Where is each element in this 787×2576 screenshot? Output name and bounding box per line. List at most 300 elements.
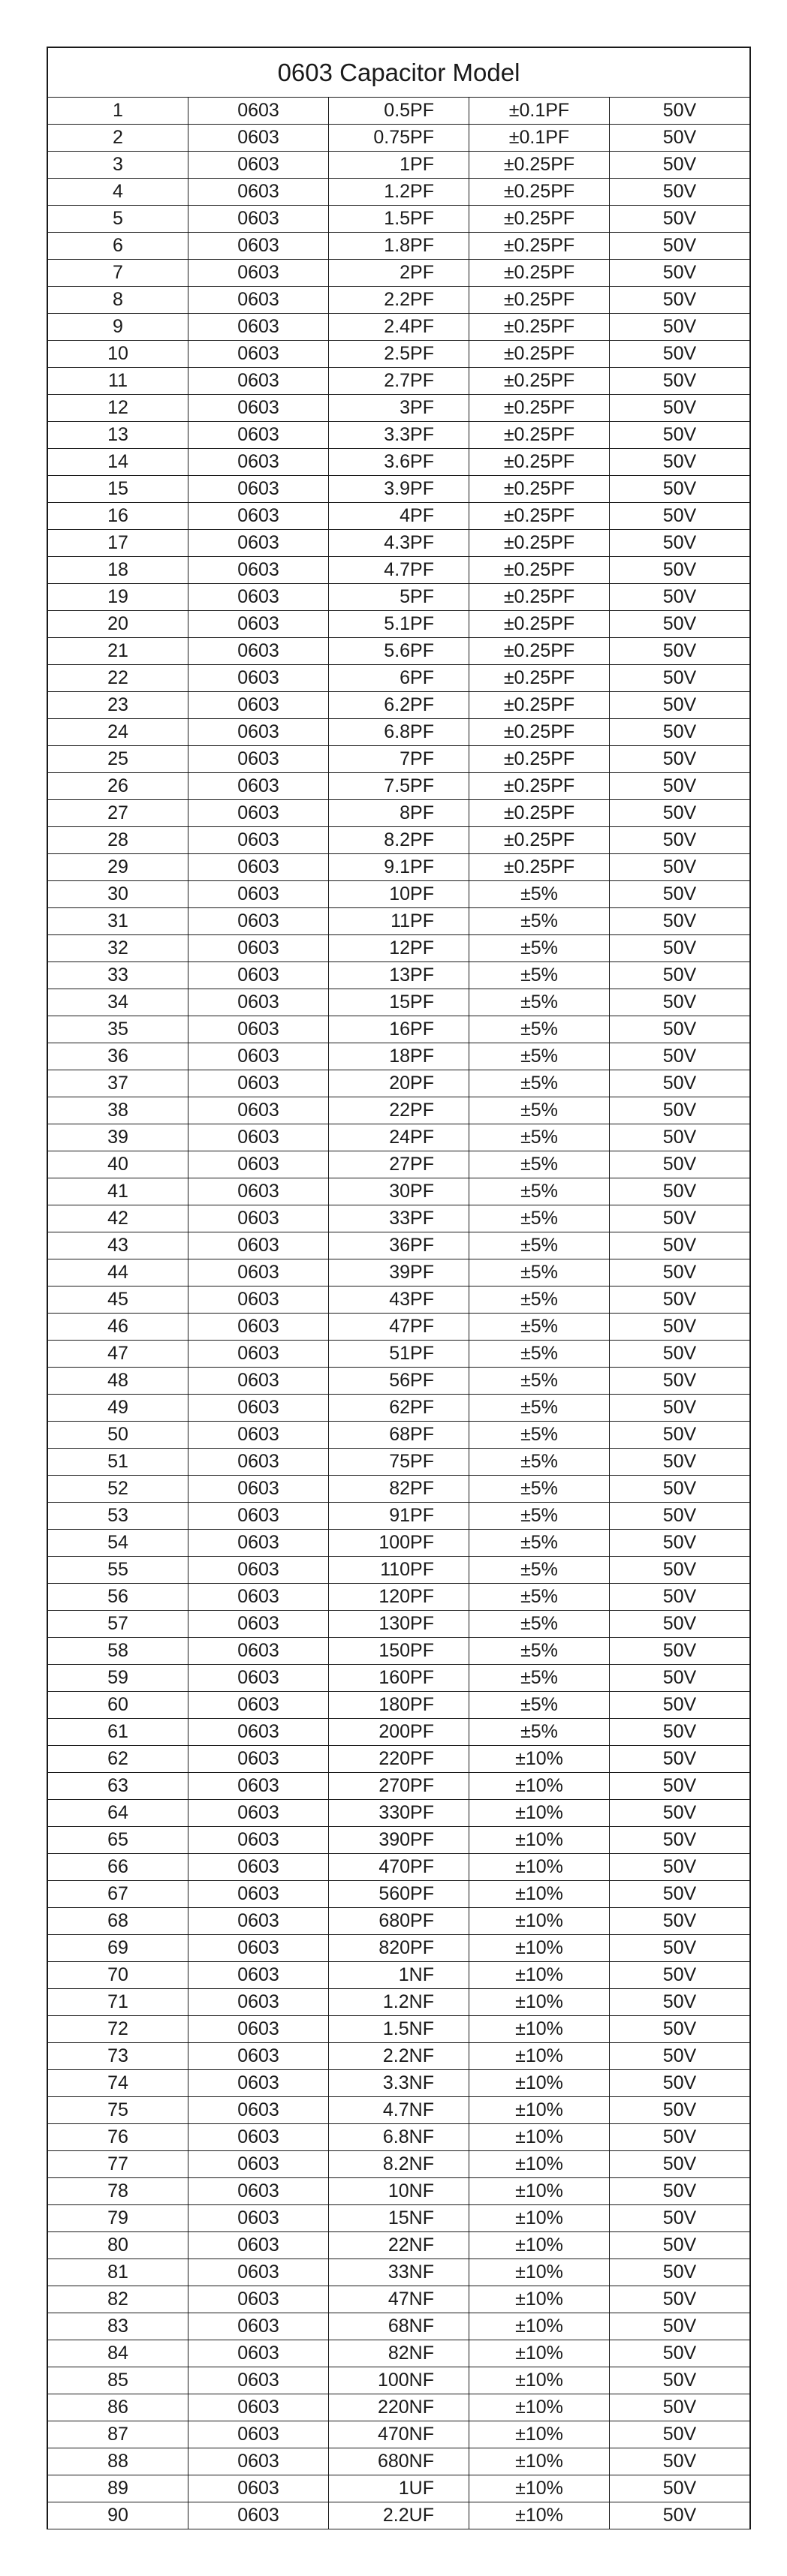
cell-package: 0603 [188, 1827, 329, 1853]
cell-package: 0603 [188, 1908, 329, 1934]
cell-capacitance: 2.7PF [329, 368, 469, 394]
cell-package: 0603 [188, 908, 329, 934]
cell-index: 31 [48, 908, 188, 934]
cell-package: 0603 [188, 98, 329, 124]
cell-voltage: 50V [662, 1721, 697, 1742]
cell-package: 0603 [188, 2043, 329, 2069]
cell-voltage: 50V [662, 1397, 697, 1418]
cell-voltage: 50V [662, 1910, 697, 1931]
cell-package: 0603 [188, 1368, 329, 1394]
cell-voltage: 50V [662, 586, 697, 607]
cell-index: 29 [48, 854, 188, 880]
cell-tolerance: ±5% [469, 1557, 610, 1583]
cell-tolerance: ±0.25PF [469, 233, 610, 259]
cell-capacitance: 1.5NF [329, 2016, 469, 2042]
table-row [48, 2340, 749, 2367]
cell-index: 46 [48, 1314, 188, 1340]
cell-voltage: 50V [662, 2234, 697, 2256]
cell-package: 0603 [188, 1557, 329, 1583]
cell-package: 0603 [188, 2178, 329, 2204]
cell-tolerance: ±10% [469, 2286, 610, 2313]
cell-voltage: 50V [662, 532, 697, 553]
cell-capacitance: 6.2PF [329, 692, 469, 718]
cell-index: 63 [48, 1773, 188, 1799]
cell-index: 2 [48, 125, 188, 151]
cell-package: 0603 [188, 1016, 329, 1043]
cell-tolerance: ±5% [469, 1422, 610, 1448]
cell-capacitance: 200PF [329, 1719, 469, 1745]
cell-index: 38 [48, 1097, 188, 1124]
table-row [48, 989, 749, 1016]
cell-index: 3 [48, 152, 188, 178]
cell-tolerance: ±5% [469, 1286, 610, 1313]
table-row [48, 827, 749, 854]
cell-index: 19 [48, 584, 188, 610]
cell-voltage: 50V [662, 478, 697, 499]
cell-package: 0603 [188, 1611, 329, 1637]
cell-tolerance: ±0.25PF [469, 206, 610, 232]
cell-index: 12 [48, 395, 188, 421]
cell-package: 0603 [188, 1692, 329, 1718]
cell-voltage: 50V [662, 1316, 697, 1337]
table-row [48, 2205, 749, 2232]
cell-capacitance: 820PF [329, 1935, 469, 1961]
table-row [48, 746, 749, 773]
cell-tolerance: ±5% [469, 935, 610, 961]
cell-package: 0603 [188, 395, 329, 421]
cell-capacitance: 5.6PF [329, 638, 469, 664]
cell-capacitance: 2.2NF [329, 2043, 469, 2069]
cell-tolerance: ±5% [469, 1719, 610, 1745]
cell-index: 81 [48, 2259, 188, 2286]
table-row [48, 1746, 749, 1773]
cell-index: 54 [48, 1530, 188, 1556]
cell-tolerance: ±5% [469, 908, 610, 934]
table-row [48, 2070, 749, 2097]
cell-voltage: 50V [662, 1235, 697, 1256]
table-row [48, 1124, 749, 1151]
cell-index: 74 [48, 2070, 188, 2096]
cell-index: 48 [48, 1368, 188, 1394]
cell-voltage: 50V [662, 451, 697, 472]
table-row [48, 1286, 749, 1314]
cell-capacitance: 16PF [329, 1016, 469, 1043]
table-row [48, 2232, 749, 2259]
cell-capacitance: 8PF [329, 800, 469, 826]
table-row [48, 287, 749, 314]
table-row [48, 665, 749, 692]
cell-index: 36 [48, 1043, 188, 1070]
cell-voltage: 50V [662, 289, 697, 310]
cell-tolerance: ±5% [469, 1151, 610, 1178]
cell-voltage: 50V [662, 1262, 697, 1283]
cell-package: 0603 [188, 341, 329, 367]
cell-voltage: 50V [662, 1937, 697, 1958]
cell-voltage: 50V [662, 964, 697, 986]
cell-package: 0603 [188, 1070, 329, 1097]
cell-index: 62 [48, 1746, 188, 1772]
table-row [48, 2421, 749, 2448]
cell-package: 0603 [188, 1881, 329, 1907]
table-row [48, 260, 749, 287]
cell-tolerance: ±10% [469, 2502, 610, 2529]
table-row [48, 530, 749, 557]
cell-capacitance: 5.1PF [329, 611, 469, 637]
table-row [48, 1314, 749, 1341]
cell-index: 61 [48, 1719, 188, 1745]
cell-package: 0603 [188, 1746, 329, 1772]
table-row [48, 1584, 749, 1611]
cell-voltage: 50V [662, 154, 697, 175]
cell-package: 0603 [188, 1854, 329, 1880]
cell-tolerance: ±5% [469, 1097, 610, 1124]
cell-capacitance: 4.7PF [329, 557, 469, 583]
cell-capacitance: 470PF [329, 1854, 469, 1880]
cell-package: 0603 [188, 2097, 329, 2123]
cell-package: 0603 [188, 584, 329, 610]
cell-capacitance: 2.4PF [329, 314, 469, 340]
cell-index: 58 [48, 1638, 188, 1664]
cell-package: 0603 [188, 2475, 329, 2502]
cell-package: 0603 [188, 2502, 329, 2529]
cell-index: 24 [48, 719, 188, 745]
cell-voltage: 50V [662, 2018, 697, 2039]
cell-tolerance: ±0.25PF [469, 557, 610, 583]
cell-voltage: 50V [662, 1073, 697, 1094]
cell-voltage: 50V [662, 1775, 697, 1796]
cell-index: 15 [48, 476, 188, 502]
cell-package: 0603 [188, 1773, 329, 1799]
cell-package: 0603 [188, 854, 329, 880]
cell-package: 0603 [188, 1043, 329, 1070]
cell-capacitance: 30PF [329, 1178, 469, 1205]
cell-capacitance: 39PF [329, 1259, 469, 1286]
cell-package: 0603 [188, 2016, 329, 2042]
cell-voltage: 50V [662, 910, 697, 931]
cell-package: 0603 [188, 1719, 329, 1745]
table-body [48, 98, 749, 2529]
cell-index: 52 [48, 1476, 188, 1502]
cell-capacitance: 110PF [329, 1557, 469, 1583]
cell-index: 37 [48, 1070, 188, 1097]
table-row [48, 908, 749, 935]
table-row [48, 800, 749, 827]
cell-capacitance: 47NF [329, 2286, 469, 2313]
table-row [48, 1773, 749, 1800]
cell-capacitance: 6.8PF [329, 719, 469, 745]
cell-index: 73 [48, 2043, 188, 2069]
cell-capacitance: 180PF [329, 1692, 469, 1718]
cell-package: 0603 [188, 152, 329, 178]
cell-capacitance: 27PF [329, 1151, 469, 1178]
table-row [48, 2151, 749, 2178]
cell-tolerance: ±5% [469, 1259, 610, 1286]
cell-voltage: 50V [662, 1613, 697, 1634]
cell-tolerance: ±0.25PF [469, 665, 610, 691]
cell-voltage: 50V [662, 1559, 697, 1580]
cell-index: 16 [48, 503, 188, 529]
table-row [48, 692, 749, 719]
cell-capacitance: 100PF [329, 1530, 469, 1556]
cell-index: 21 [48, 638, 188, 664]
cell-package: 0603 [188, 1124, 329, 1151]
table-row [48, 1368, 749, 1395]
cell-tolerance: ±10% [469, 2448, 610, 2475]
cell-index: 53 [48, 1503, 188, 1529]
table-row [48, 1341, 749, 1368]
table-row [48, 2313, 749, 2340]
cell-tolerance: ±5% [469, 1178, 610, 1205]
cell-index: 65 [48, 1827, 188, 1853]
cell-tolerance: ±0.25PF [469, 314, 610, 340]
cell-package: 0603 [188, 422, 329, 448]
cell-index: 45 [48, 1286, 188, 1313]
cell-voltage: 50V [662, 1289, 697, 1310]
cell-capacitance: 68PF [329, 1422, 469, 1448]
cell-tolerance: ±0.25PF [469, 773, 610, 799]
cell-voltage: 50V [662, 802, 697, 823]
cell-package: 0603 [188, 1097, 329, 1124]
cell-capacitance: 51PF [329, 1341, 469, 1367]
cell-tolerance: ±5% [469, 1314, 610, 1340]
cell-voltage: 50V [662, 1100, 697, 1121]
table-row [48, 1449, 749, 1476]
cell-capacitance: 2.2UF [329, 2502, 469, 2529]
cell-tolerance: ±10% [469, 2097, 610, 2123]
table-row [48, 1935, 749, 1962]
cell-index: 4 [48, 179, 188, 205]
cell-package: 0603 [188, 1665, 329, 1691]
table-title: 0603 Capacitor Model [48, 48, 749, 98]
cell-voltage: 50V [662, 559, 697, 580]
cell-package: 0603 [188, 2232, 329, 2259]
cell-voltage: 50V [662, 937, 697, 958]
cell-tolerance: ±0.25PF [469, 746, 610, 772]
cell-package: 0603 [188, 530, 329, 556]
cell-voltage: 50V [662, 1019, 697, 1040]
cell-capacitance: 1.5PF [329, 206, 469, 232]
cell-index: 5 [48, 206, 188, 232]
cell-capacitance: 75PF [329, 1449, 469, 1475]
cell-tolerance: ±10% [469, 1989, 610, 2015]
cell-index: 82 [48, 2286, 188, 2313]
cell-voltage: 50V [662, 1748, 697, 1769]
cell-tolerance: ±10% [469, 1881, 610, 1907]
cell-capacitance: 160PF [329, 1665, 469, 1691]
table-row [48, 1692, 749, 1719]
cell-tolerance: ±5% [469, 1395, 610, 1421]
cell-index: 80 [48, 2232, 188, 2259]
cell-voltage: 50V [662, 2316, 697, 2337]
cell-voltage: 50V [662, 883, 697, 904]
table-row [48, 2043, 749, 2070]
cell-capacitance: 270PF [329, 1773, 469, 1799]
cell-package: 0603 [188, 314, 329, 340]
cell-index: 70 [48, 1962, 188, 1988]
table-row [48, 1259, 749, 1286]
cell-package: 0603 [188, 206, 329, 232]
cell-voltage: 50V [662, 1640, 697, 1661]
table-row [48, 881, 749, 908]
cell-capacitance: 1NF [329, 1962, 469, 1988]
cell-package: 0603 [188, 125, 329, 151]
cell-tolerance: ±5% [469, 1205, 610, 1232]
table-row [48, 962, 749, 989]
cell-capacitance: 130PF [329, 1611, 469, 1637]
cell-voltage: 50V [662, 694, 697, 715]
cell-tolerance: ±0.25PF [469, 530, 610, 556]
table-row [48, 2475, 749, 2502]
table-row [48, 233, 749, 260]
table-row [48, 611, 749, 638]
table-row [48, 314, 749, 341]
cell-voltage: 50V [662, 1343, 697, 1364]
cell-voltage: 50V [662, 397, 697, 418]
cell-tolerance: ±5% [469, 1341, 610, 1367]
table-row [48, 1395, 749, 1422]
table-row [48, 179, 749, 206]
cell-capacitance: 1.2PF [329, 179, 469, 205]
cell-tolerance: ±10% [469, 2043, 610, 2069]
cell-index: 26 [48, 773, 188, 799]
table-row [48, 935, 749, 962]
table-row [48, 1503, 749, 1530]
table-row [48, 2367, 749, 2394]
cell-package: 0603 [188, 2259, 329, 2286]
cell-capacitance: 9.1PF [329, 854, 469, 880]
cell-voltage: 50V [662, 2343, 697, 2364]
cell-index: 39 [48, 1124, 188, 1151]
cell-tolerance: ±5% [469, 1692, 610, 1718]
cell-tolerance: ±0.25PF [469, 476, 610, 502]
cell-package: 0603 [188, 1800, 329, 1826]
cell-index: 30 [48, 881, 188, 907]
table-row [48, 1827, 749, 1854]
cell-voltage: 50V [662, 2478, 697, 2499]
table-row [48, 476, 749, 503]
cell-package: 0603 [188, 1530, 329, 1556]
cell-tolerance: ±0.25PF [469, 611, 610, 637]
cell-index: 6 [48, 233, 188, 259]
cell-package: 0603 [188, 1314, 329, 1340]
cell-voltage: 50V [662, 2153, 697, 2174]
cell-capacitance: 33PF [329, 1205, 469, 1232]
cell-capacitance: 43PF [329, 1286, 469, 1313]
cell-package: 0603 [188, 1503, 329, 1529]
table-row [48, 1800, 749, 1827]
table-row [48, 503, 749, 530]
cell-capacitance: 20PF [329, 1070, 469, 1097]
cell-package: 0603 [188, 179, 329, 205]
table-row [48, 1962, 749, 1989]
cell-tolerance: ±10% [469, 2151, 610, 2177]
cell-package: 0603 [188, 2340, 329, 2367]
cell-index: 43 [48, 1232, 188, 1259]
cell-package: 0603 [188, 665, 329, 691]
table-row [48, 422, 749, 449]
table-row [48, 854, 749, 881]
cell-tolerance: ±10% [469, 2232, 610, 2259]
cell-tolerance: ±5% [469, 1665, 610, 1691]
cell-capacitance: 1.8PF [329, 233, 469, 259]
cell-index: 50 [48, 1422, 188, 1448]
cell-voltage: 50V [662, 1370, 697, 1391]
cell-package: 0603 [188, 692, 329, 718]
cell-tolerance: ±0.25PF [469, 854, 610, 880]
table-row [48, 2448, 749, 2475]
cell-index: 87 [48, 2421, 188, 2448]
cell-tolerance: ±0.1PF [469, 125, 610, 151]
cell-voltage: 50V [662, 2126, 697, 2147]
cell-voltage: 50V [662, 1154, 697, 1175]
cell-capacitance: 680NF [329, 2448, 469, 2475]
cell-capacitance: 330PF [329, 1800, 469, 1826]
table-row [48, 1530, 749, 1557]
cell-voltage: 50V [662, 1451, 697, 1472]
cell-voltage: 50V [662, 2424, 697, 2445]
cell-index: 79 [48, 2205, 188, 2231]
cell-capacitance: 2.5PF [329, 341, 469, 367]
cell-package: 0603 [188, 557, 329, 583]
cell-voltage: 50V [662, 262, 697, 283]
cell-tolerance: ±10% [469, 2016, 610, 2042]
cell-index: 64 [48, 1800, 188, 1826]
cell-tolerance: ±5% [469, 1368, 610, 1394]
cell-tolerance: ±0.25PF [469, 179, 610, 205]
cell-capacitance: 220PF [329, 1746, 469, 1772]
cell-capacitance: 3.6PF [329, 449, 469, 475]
cell-tolerance: ±0.25PF [469, 260, 610, 286]
cell-tolerance: ±0.25PF [469, 503, 610, 529]
cell-voltage: 50V [662, 721, 697, 742]
table-row [48, 1070, 749, 1097]
cell-tolerance: ±0.25PF [469, 449, 610, 475]
cell-package: 0603 [188, 1989, 329, 2015]
cell-capacitance: 1UF [329, 2475, 469, 2502]
cell-package: 0603 [188, 962, 329, 989]
cell-voltage: 50V [662, 316, 697, 337]
cell-capacitance: 33NF [329, 2259, 469, 2286]
cell-tolerance: ±0.25PF [469, 584, 610, 610]
table-row [48, 98, 749, 125]
cell-tolerance: ±0.1PF [469, 98, 610, 124]
cell-index: 55 [48, 1557, 188, 1583]
table-row [48, 1476, 749, 1503]
cell-tolerance: ±0.25PF [469, 827, 610, 853]
cell-package: 0603 [188, 2151, 329, 2177]
cell-voltage: 50V [662, 1829, 697, 1850]
table-row [48, 2502, 749, 2529]
cell-capacitance: 3PF [329, 395, 469, 421]
cell-index: 27 [48, 800, 188, 826]
cell-index: 77 [48, 2151, 188, 2177]
cell-voltage: 50V [662, 1181, 697, 1202]
cell-capacitance: 0.5PF [329, 98, 469, 124]
table-row [48, 1151, 749, 1178]
cell-index: 78 [48, 2178, 188, 2204]
cell-voltage: 50V [662, 1883, 697, 1904]
cell-tolerance: ±5% [469, 881, 610, 907]
cell-capacitance: 4.7NF [329, 2097, 469, 2123]
table-row [48, 1611, 749, 1638]
cell-package: 0603 [188, 233, 329, 259]
cell-voltage: 50V [662, 370, 697, 391]
table-row [48, 2178, 749, 2205]
cell-package: 0603 [188, 1584, 329, 1610]
cell-tolerance: ±5% [469, 1638, 610, 1664]
cell-tolerance: ±0.25PF [469, 341, 610, 367]
cell-index: 67 [48, 1881, 188, 1907]
